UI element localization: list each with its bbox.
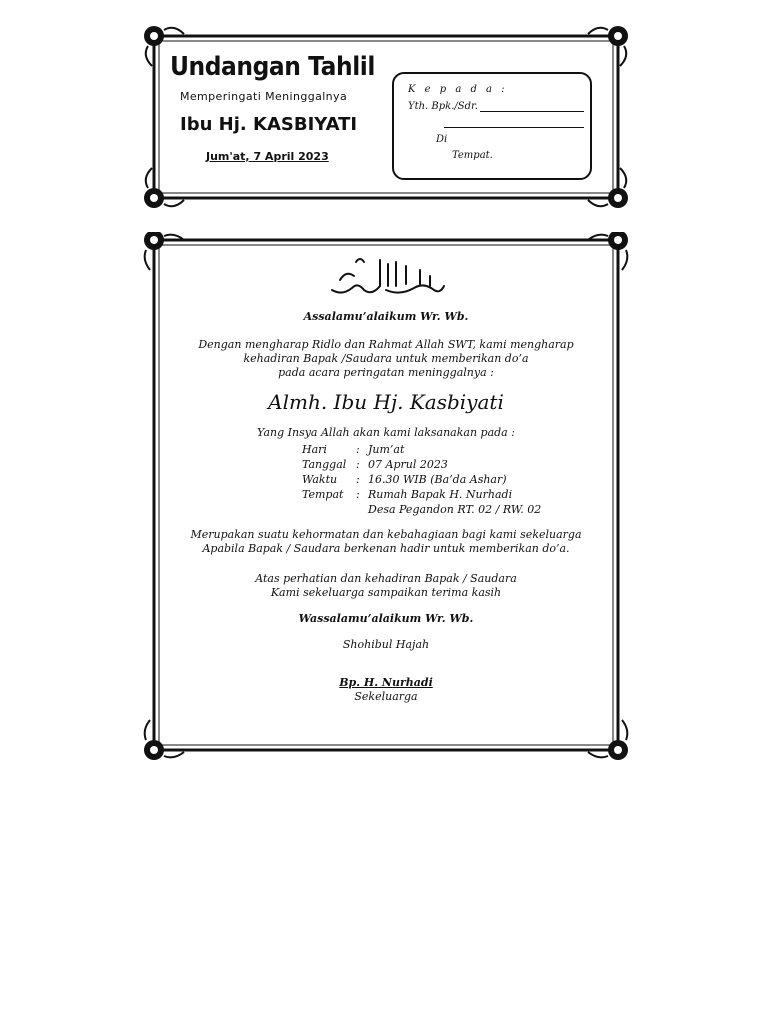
intro-line-3: pada acara peringatan meninggalnya :: [278, 366, 494, 379]
deceased-name-heading: Ibu Hj. KASBIYATI: [180, 114, 358, 135]
invitation-subtitle: Memperingati Meninggalnya: [180, 90, 348, 103]
signer-name: Bp. H. Nurhadi: [339, 676, 433, 689]
invitation-title: Undangan Tahlil: [170, 52, 375, 82]
intro-line-1: Dengan mengharap Ridlo dan Rahmat Allah SWT, kami mengharap: [198, 338, 574, 351]
event-date: Jum'at, 7 April 2023: [206, 150, 329, 163]
detail-row-day: Hari : Jum’at: [302, 443, 405, 456]
honor-line-1: Merupakan suatu kehormatan dan kebahagiaan bagi kami sekeluarga: [190, 528, 582, 541]
basmalah-calligraphy-icon: [326, 250, 446, 300]
detail-row-date: Tanggal : 07 Aprul 2023: [302, 458, 448, 471]
opening-greeting: Assalamu’alaikum Wr. Wb.: [303, 310, 469, 323]
thanks-line-2: Kami sekeluarga sampaikan terima kasih: [270, 586, 502, 599]
place-label: Tempat.: [452, 150, 493, 161]
intro-line-2: kehadiran Bapak /Saudara untuk memberikan do’a: [243, 352, 529, 365]
recipient-line-2: [444, 127, 584, 128]
address-box: [392, 72, 592, 180]
honor-line-2: Apabila Bapak / Saudara berkenan hadir untuk memberikan do’a.: [202, 542, 570, 555]
location-label: Di: [436, 134, 448, 145]
deceased-name: Almh. Ibu Hj. Kasbiyati: [268, 390, 504, 414]
event-details: [302, 442, 541, 517]
schedule-intro: Yang Insya Allah akan kami laksanakan pada :: [257, 426, 515, 439]
recipient-label: Yth. Bpk./Sdr.: [408, 101, 478, 112]
host-label: Shohibul Hajah: [342, 638, 430, 651]
recipient-line-1: [480, 111, 584, 112]
detail-row-time: Waktu : 16.30 WIB (Ba’da Ashar): [302, 473, 507, 486]
invitation-header-card: [140, 22, 632, 212]
signer-role: Sekeluarga: [354, 690, 418, 703]
invitation-body-card: [140, 232, 632, 760]
closing-greeting: Wassalamu’alaikum Wr. Wb.: [298, 612, 474, 625]
detail-row-place: Tempat : Rumah Bapak H. Nurhadi: [302, 488, 513, 501]
addressee-label: K e p a d a :: [408, 84, 508, 95]
thanks-line-1: Atas perhatian dan kehadiran Bapak / Saudara: [255, 572, 517, 585]
detail-row-address: Desa Pegandon RT. 02 / RW. 02: [368, 503, 542, 516]
